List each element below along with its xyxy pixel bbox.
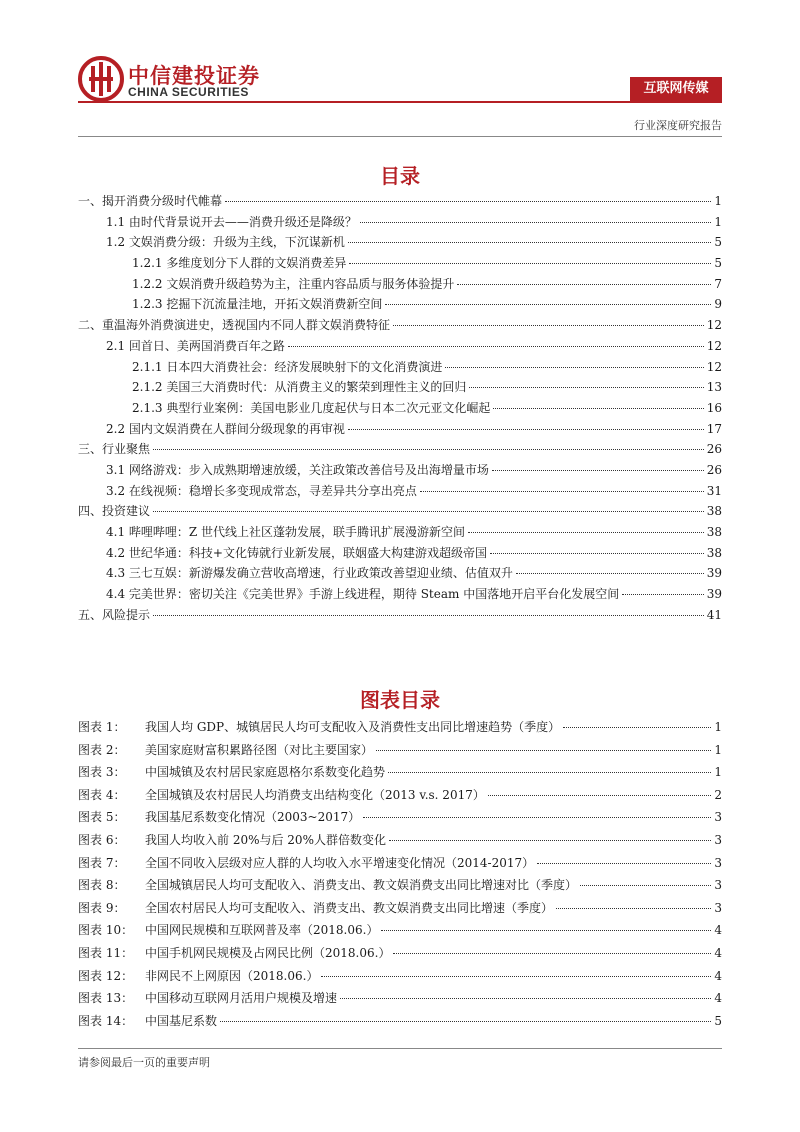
- toc-entry-page: 26: [706, 462, 722, 477]
- toc-entry-page: 26: [706, 442, 722, 457]
- dot-leader: [537, 863, 711, 864]
- figure-entry-number: 图表 13：: [78, 991, 134, 1006]
- dot-leader: [360, 222, 711, 223]
- toc-entry[interactable]: [78, 440, 722, 461]
- dot-leader: [556, 908, 711, 909]
- toc-entry-page: 12: [706, 338, 722, 353]
- dot-leader: [516, 573, 704, 574]
- toc-entry-label: 4.3 三七互娱：新游爆发确立营收高增速，行业政策改善望迎业绩、估值双升: [106, 566, 513, 581]
- figure-entry[interactable]: [78, 763, 722, 786]
- toc-entry-page: 13: [706, 380, 722, 395]
- figure-entry-page: 3: [714, 900, 722, 915]
- figure-entry[interactable]: [78, 967, 722, 990]
- toc-entry-page: 12: [706, 318, 722, 333]
- dot-leader: [445, 367, 703, 368]
- figure-entry-number: 图表 3：: [78, 765, 126, 780]
- dot-leader: [563, 727, 711, 728]
- figure-entry-number: 图表 7：: [78, 855, 126, 870]
- toc-entry-label: 2.1 回首日、美两国消费百年之路: [106, 338, 285, 353]
- toc-entry-page: 38: [706, 504, 722, 519]
- figure-entry[interactable]: [78, 786, 722, 809]
- sector-badge: 互联网传媒: [630, 77, 722, 101]
- dot-leader: [393, 325, 704, 326]
- footer-divider: [78, 1048, 722, 1049]
- dot-leader: [492, 470, 704, 471]
- figure-entry[interactable]: [78, 1012, 722, 1035]
- toc-entry-label: 二、重温海外消费演进史，透视国内不同人群文娱消费特征: [78, 318, 391, 333]
- figure-entry-page: 3: [714, 878, 722, 893]
- toc-entry-label: 2.2 国内文娱消费在人群间分级现象的再审视: [106, 421, 345, 436]
- toc-entry-label: 2.1.1 日本四大消费社会：经济发展映射下的文化消费演进: [132, 359, 443, 374]
- toc-entry-page: 16: [706, 400, 722, 415]
- figure-entry-number: 图表 10：: [78, 923, 134, 938]
- toc-entry[interactable]: [78, 461, 722, 482]
- figure-entry-label: 全国城镇及农村居民人均消费支出结构变化（2013 v.s. 2017）: [145, 787, 485, 802]
- dot-leader: [321, 976, 711, 977]
- figure-entry[interactable]: [78, 808, 722, 831]
- toc-entry[interactable]: [78, 378, 722, 399]
- toc-entry[interactable]: [78, 316, 722, 337]
- dot-leader: [580, 885, 711, 886]
- figure-entry-page: 4: [714, 945, 722, 960]
- figure-entry-label: 全国城镇居民人均可支配收入、消费支出、教文娱消费支出同比增速对比（季度）: [145, 878, 578, 893]
- dot-leader: [381, 930, 711, 931]
- header-divider: [78, 101, 722, 103]
- toc-entry-label: 3.2 在线视频：稳增长多变现成常态，寻差异共分享出亮点: [106, 483, 417, 498]
- toc-entry-page: 12: [706, 359, 722, 374]
- figure-entry-page: 4: [714, 923, 722, 938]
- figure-entry-label: 中国城镇及农村居民家庭恩格尔系数变化趋势: [145, 765, 386, 780]
- figure-entry-label: 中国移动互联网月活用户规模及增速: [145, 991, 338, 1006]
- dot-leader: [348, 242, 711, 243]
- figure-entry-label: 非网民不上网原因（2018.06.）: [145, 968, 319, 983]
- figure-entry-page: 5: [714, 1013, 722, 1028]
- toc-entry-label: 1.2 文娱消费分级：升级为主线，下沉谋新机: [106, 235, 345, 250]
- dot-leader: [153, 615, 704, 616]
- figure-entry[interactable]: [78, 921, 722, 944]
- figure-list-title: 图表目录: [360, 688, 440, 712]
- figure-entry-label: 全国不同收入层级对应人群的人均收入水平增速变化情况（2014-2017）: [145, 855, 535, 870]
- figure-entry-page: 2: [714, 787, 722, 802]
- dot-leader: [469, 387, 703, 388]
- toc-entry-label: 一、揭开消费分级时代帷幕: [78, 194, 223, 208]
- dot-leader: [468, 532, 704, 533]
- figure-entry-number: 图表 6：: [78, 832, 126, 847]
- toc-entry[interactable]: [78, 420, 722, 441]
- toc-entry-page: 5: [714, 235, 722, 250]
- toc-entry[interactable]: [78, 192, 722, 213]
- toc-entry-page: 17: [706, 421, 722, 436]
- figure-entry[interactable]: [78, 854, 722, 877]
- toc-entry-label: 2.1.2 美国三大消费时代：从消费主义的繁荣到理性主义的回归: [132, 380, 467, 395]
- figure-entry[interactable]: [78, 899, 722, 922]
- dot-leader: [488, 795, 712, 796]
- figure-entry-number: 图表 14：: [78, 1013, 134, 1028]
- figure-entry[interactable]: [78, 989, 722, 1012]
- toc-entry-page: 31: [706, 483, 722, 498]
- dot-leader: [153, 511, 704, 512]
- figure-entry-label: 全国农村居民人均可支配收入、消费支出、教文娱消费支出同比增速（季度）: [145, 900, 554, 915]
- toc-entry-label: 3.1 网络游戏：步入成熟期增速放缓，关注政策改善信号及出海增量市场: [106, 462, 489, 477]
- toc-entry-label: 三、行业聚焦: [78, 442, 151, 457]
- figure-entry-label: 美国家庭财富积累路径图（对比主要国家）: [145, 742, 374, 757]
- toc-entry[interactable]: [78, 295, 722, 316]
- figure-entry-label: 中国基尼系数: [145, 1013, 218, 1028]
- toc-entry[interactable]: [78, 254, 722, 275]
- dot-leader: [288, 346, 704, 347]
- toc-entry-page: 38: [706, 545, 722, 560]
- figure-entry-number: 图表 5：: [78, 810, 126, 825]
- toc-title: 目录: [380, 164, 420, 188]
- dot-leader: [622, 594, 704, 595]
- dot-leader: [493, 408, 703, 409]
- dot-leader: [349, 263, 711, 264]
- toc-entry-page: 39: [706, 587, 722, 602]
- figure-entry-page: 3: [714, 832, 722, 847]
- dot-leader: [363, 817, 711, 818]
- toc-list: [78, 192, 722, 626]
- figure-entry-label: 中国网民规模和互联网普及率（2018.06.）: [145, 923, 379, 938]
- figure-entry-label: 我国基尼系数变化情况（2003~2017）: [145, 810, 361, 825]
- footer-notice: 请参阅最后一页的重要声明: [78, 1056, 210, 1069]
- toc-entry-label: 1.2.1 多维度划分下人群的文娱消费差异: [132, 256, 347, 271]
- dot-leader: [389, 840, 711, 841]
- figure-entry-label: 中国手机网民规模及占网民比例（2018.06.）: [145, 945, 391, 960]
- toc-entry[interactable]: [78, 399, 722, 420]
- toc-entry-page: 9: [714, 297, 722, 312]
- figure-entry-number: 图表 9：: [78, 900, 126, 915]
- dot-leader: [393, 953, 711, 954]
- citic-logo-icon: [78, 56, 124, 102]
- toc-entry-label: 4.4 完美世界：密切关注《完美世界》手游上线进程，期待 Steam 中国落地开启平台化发展空间: [106, 587, 620, 602]
- brand-name-en: CHINA SECURITIES: [128, 85, 249, 99]
- dot-leader: [490, 553, 704, 554]
- toc-entry[interactable]: [78, 502, 722, 523]
- toc-entry[interactable]: [78, 337, 722, 358]
- dot-leader: [153, 449, 704, 450]
- toc-entry-label: 4.2 世纪华通：科技+文化铸就行业新发展，联姻盛大构建游戏超级帝国: [106, 545, 487, 560]
- figure-entry-page: 1: [714, 742, 722, 757]
- figure-entry-label: 我国人均 GDP、城镇居民人均可支配收入及消费性支出同比增速趋势（季度）: [145, 720, 561, 734]
- toc-entry-label: 1.2.2 文娱消费升级趋势为主，注重内容品质与服务体验提升: [132, 276, 455, 291]
- figure-entry-number: 图表 2：: [78, 742, 126, 757]
- figure-entry[interactable]: [78, 944, 722, 967]
- dot-leader: [220, 1021, 711, 1022]
- figure-entry[interactable]: [78, 718, 722, 741]
- toc-entry-label: 四、投资建议: [78, 504, 151, 519]
- toc-entry-label: 4.1 哔哩哔哩：Z 世代线上社区蓬勃发展，联手腾讯扩展漫游新空间: [106, 525, 466, 539]
- toc-entry-page: 38: [706, 525, 722, 539]
- dot-leader: [420, 491, 704, 492]
- toc-entry-label: 1.2.3 挖掘下沉流量洼地，开拓文娱消费新空间: [132, 297, 383, 312]
- figure-entry-page: 4: [714, 968, 722, 983]
- toc-entry[interactable]: [78, 564, 722, 585]
- toc-entry-label: 五、风险提示: [78, 607, 151, 622]
- toc-entry[interactable]: [78, 482, 722, 503]
- figure-entry-label: 我国人均收入前 20%与后 20%人群倍数变化: [145, 832, 386, 847]
- toc-entry-label: 1.1 由时代背景说开去——消费升级还是降级？: [106, 214, 357, 229]
- toc-entry-page: 7: [714, 276, 722, 291]
- figure-entry[interactable]: [78, 741, 722, 764]
- toc-entry[interactable]: [78, 213, 722, 234]
- dot-leader: [457, 284, 711, 285]
- toc-entry[interactable]: [78, 358, 722, 379]
- report-type: 行业深度研究报告: [634, 119, 722, 132]
- dot-leader: [388, 772, 711, 773]
- toc-entry-page: 1: [714, 194, 722, 208]
- figure-entry-number: 图表 1：: [78, 720, 126, 734]
- figure-entry[interactable]: [78, 876, 722, 899]
- toc-entry-label: 2.1.3 典型行业案例：美国电影业几度起伏与日本二次元亚文化崛起: [132, 400, 491, 415]
- figure-entry-page: 1: [714, 720, 722, 734]
- header-thin-divider: [78, 136, 722, 137]
- dot-leader: [225, 201, 711, 202]
- figure-entry-page: 4: [714, 991, 722, 1006]
- figure-entry-number: 图表 8：: [78, 878, 126, 893]
- toc-entry[interactable]: [78, 233, 722, 254]
- figure-list: [78, 718, 722, 1034]
- dot-leader: [376, 750, 711, 751]
- figure-entry-number: 图表 4：: [78, 787, 126, 802]
- toc-entry-page: 41: [706, 607, 722, 622]
- figure-entry-number: 图表 12：: [78, 968, 134, 983]
- toc-entry-page: 39: [706, 566, 722, 581]
- toc-entry-page: 1: [714, 214, 722, 229]
- dot-leader: [385, 304, 711, 305]
- dot-leader: [348, 429, 704, 430]
- brand-name-cn: 中信建投证券: [128, 64, 260, 88]
- page-header: [0, 0, 800, 140]
- figure-entry-page: 1: [714, 765, 722, 780]
- toc-entry[interactable]: [78, 606, 722, 627]
- figure-entry[interactable]: [78, 831, 722, 854]
- toc-entry[interactable]: [78, 544, 722, 565]
- toc-entry[interactable]: [78, 585, 722, 606]
- figure-entry-number: 图表 11：: [78, 945, 134, 960]
- figure-entry-page: 3: [714, 855, 722, 870]
- toc-entry-page: 5: [714, 256, 722, 271]
- toc-entry[interactable]: [78, 523, 722, 544]
- dot-leader: [340, 998, 711, 999]
- toc-entry[interactable]: [78, 275, 722, 296]
- figure-entry-page: 3: [714, 810, 722, 825]
